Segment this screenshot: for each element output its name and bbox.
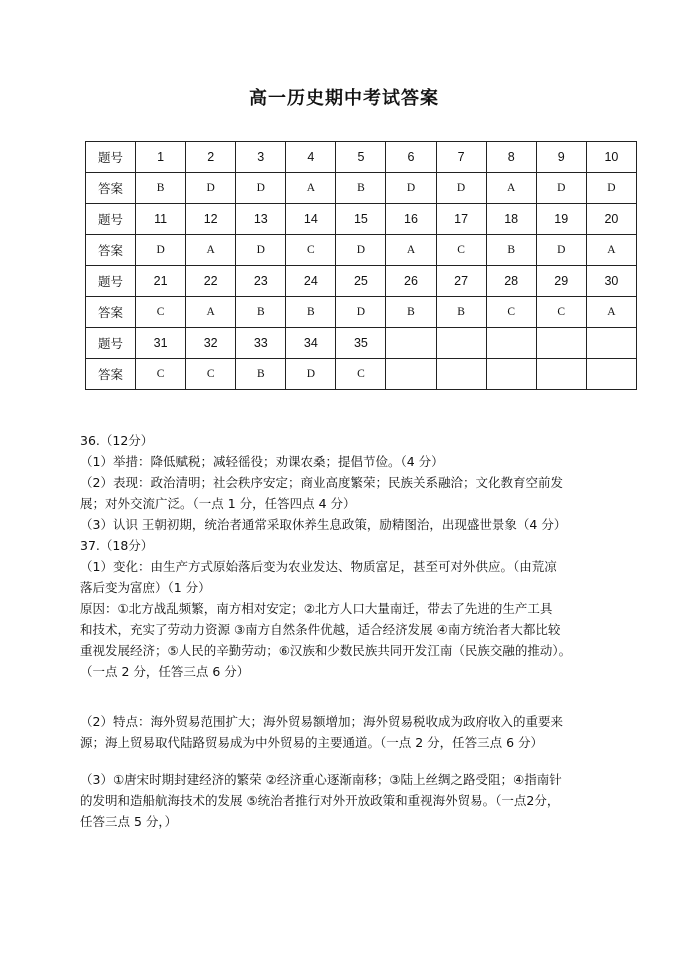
question-number-cell: 7 — [436, 142, 486, 173]
q37-part1-line: 原因：①北方战乱频繁，南方相对安定；②北方人口大量南迁，带去了先进的生产工具 — [80, 601, 553, 616]
answer-cell: A — [286, 173, 336, 204]
answer-cell: D — [236, 173, 286, 204]
answer-cell: C — [536, 297, 586, 328]
question-number-cell: 23 — [236, 266, 286, 297]
row-label-question-number: 题号 — [86, 266, 136, 297]
answer-cell: B — [236, 297, 286, 328]
answer-cell: D — [136, 235, 186, 266]
question-number-row — [86, 142, 637, 173]
row-label-answer: 答案 — [86, 235, 136, 266]
q36-line: （3）认识 王朝初期，统治者通常采取休养生息政策，励精图治，出现盛世景象（4 分） — [80, 517, 567, 532]
answer-cell: B — [136, 173, 186, 204]
answer-cell: B — [236, 359, 286, 390]
answer-explanations — [80, 430, 640, 832]
answer-cell: D — [236, 235, 286, 266]
q37-part1-line: 和技术，充实了劳动力资源 ③南方自然条件优越，适合经济发展 ④南方统治者大都比较 — [80, 622, 561, 637]
q37-part1-line: （一点 2 分，任答三点 6 分） — [80, 664, 250, 679]
question-number-cell: 34 — [286, 328, 336, 359]
question-number-row — [86, 328, 637, 359]
q37-part2-line: 源；海上贸易取代陆路贸易成为中外贸易的主要通道。（一点 2 分，任答三点 6 分） — [80, 735, 544, 750]
answer-cell: C — [286, 235, 336, 266]
q37-part3-line: 的发明和造船航海技术的发展 ⑤统治者推行对外开放政策和重视海外贸易。（一点2分， — [80, 793, 560, 808]
question-number-cell: 20 — [586, 204, 636, 235]
question-number-cell: 25 — [336, 266, 386, 297]
row-label-answer: 答案 — [86, 297, 136, 328]
row-label-question-number: 题号 — [86, 328, 136, 359]
question-number-cell: 22 — [186, 266, 236, 297]
question-number-cell: 5 — [336, 142, 386, 173]
answer-row — [86, 297, 637, 328]
answer-cell: A — [386, 235, 436, 266]
q36-line: 展；对外交流广泛。（一点 1 分，任答四点 4 分） — [80, 496, 356, 511]
answer-cell — [586, 359, 636, 390]
question-number-cell — [586, 328, 636, 359]
question-number-cell: 33 — [236, 328, 286, 359]
question-number-cell: 18 — [486, 204, 536, 235]
answer-cell: C — [136, 297, 186, 328]
answer-cell: A — [586, 297, 636, 328]
question-number-cell: 11 — [136, 204, 186, 235]
question-number-cell: 17 — [436, 204, 486, 235]
answer-cell: B — [336, 173, 386, 204]
q37-part3-line: （3）①唐宋时期封建经济的繁荣 ②经济重心逐渐南移；③陆上丝绸之路受阻；④指南针 — [80, 772, 562, 787]
question-number-row — [86, 204, 637, 235]
q37-part1-line: （1）变化：由生产方式原始落后变为农业发达、物质富足，甚至可对外供应。（由荒凉 — [80, 559, 557, 574]
q36-line: （2）表现：政治清明；社会秩序安定；商业高度繁荣；民族关系融洽；文化教育空前发 — [80, 475, 563, 490]
row-label-question-number: 题号 — [86, 204, 136, 235]
answer-cell: B — [286, 297, 336, 328]
row-label-question-number: 题号 — [86, 142, 136, 173]
answer-cell — [386, 359, 436, 390]
spacer — [80, 703, 640, 711]
question-number-cell: 14 — [286, 204, 336, 235]
q36-line: （1）举措：降低赋税；减轻徭役；劝课农桑；提倡节俭。（4 分） — [80, 454, 444, 469]
page-title: 高一历史期中考试答案 — [249, 88, 439, 109]
answer-cell: D — [436, 173, 486, 204]
question-number-cell: 26 — [386, 266, 436, 297]
question-number-cell: 12 — [186, 204, 236, 235]
answer-cell: A — [186, 235, 236, 266]
q37-part3-line: 任答三点 5 分，） — [80, 814, 178, 829]
answer-cell: A — [486, 173, 536, 204]
answer-cell: C — [186, 359, 236, 390]
answer-cell: D — [286, 359, 336, 390]
question-number-cell — [436, 328, 486, 359]
question-number-cell: 10 — [586, 142, 636, 173]
question-number-cell: 2 — [186, 142, 236, 173]
question-number-cell: 30 — [586, 266, 636, 297]
spacer — [80, 761, 640, 769]
row-label-answer: 答案 — [86, 173, 136, 204]
answer-cell: D — [186, 173, 236, 204]
question-number-cell: 15 — [336, 204, 386, 235]
question-number-cell — [386, 328, 436, 359]
q37-heading: 37.（18分） — [80, 538, 154, 553]
answer-cell — [436, 359, 486, 390]
question-number-cell: 28 — [486, 266, 536, 297]
q37-part1-line: 重视发展经济；⑤人民的辛勤劳动；⑥汉族和少数民族共同开发江南（民族交融的推动）。 — [80, 643, 572, 658]
answer-cell: D — [586, 173, 636, 204]
question-number-row — [86, 266, 637, 297]
question-number-cell: 27 — [436, 266, 486, 297]
row-label-answer: 答案 — [86, 359, 136, 390]
answer-cell: A — [586, 235, 636, 266]
question-number-cell: 8 — [486, 142, 536, 173]
question-number-cell: 3 — [236, 142, 286, 173]
q37-part2-line: （2）特点：海外贸易范围扩大；海外贸易额增加；海外贸易税收成为政府收入的重要来 — [80, 714, 563, 729]
answer-cell: C — [136, 359, 186, 390]
answer-cell: D — [336, 297, 386, 328]
answer-cell — [536, 359, 586, 390]
answer-cell: D — [336, 235, 386, 266]
question-number-cell: 31 — [136, 328, 186, 359]
question-number-cell — [536, 328, 586, 359]
answer-row — [86, 359, 637, 390]
answer-table — [85, 141, 637, 390]
answer-cell: D — [536, 235, 586, 266]
question-number-cell: 1 — [136, 142, 186, 173]
question-number-cell: 19 — [536, 204, 586, 235]
question-number-cell: 16 — [386, 204, 436, 235]
question-number-cell: 13 — [236, 204, 286, 235]
answer-cell: C — [436, 235, 486, 266]
question-number-cell: 29 — [536, 266, 586, 297]
question-number-cell: 24 — [286, 266, 336, 297]
question-number-cell: 6 — [386, 142, 436, 173]
answer-cell: C — [486, 297, 536, 328]
answer-row — [86, 235, 637, 266]
answer-cell: B — [386, 297, 436, 328]
answer-cell: A — [186, 297, 236, 328]
q37-part1-line: 落后变为富庶）（1 分） — [80, 580, 211, 595]
answer-cell: D — [386, 173, 436, 204]
question-number-cell: 4 — [286, 142, 336, 173]
answer-cell: D — [536, 173, 586, 204]
question-number-cell — [486, 328, 536, 359]
answer-row — [86, 173, 637, 204]
question-number-cell: 9 — [536, 142, 586, 173]
answer-cell: C — [336, 359, 386, 390]
question-number-cell: 32 — [186, 328, 236, 359]
question-number-cell: 21 — [136, 266, 186, 297]
question-number-cell: 35 — [336, 328, 386, 359]
answer-cell: B — [486, 235, 536, 266]
spacer — [80, 682, 640, 703]
q36-heading: 36.（12分） — [80, 433, 154, 448]
answer-cell: B — [436, 297, 486, 328]
spacer — [80, 753, 640, 761]
answer-cell — [486, 359, 536, 390]
